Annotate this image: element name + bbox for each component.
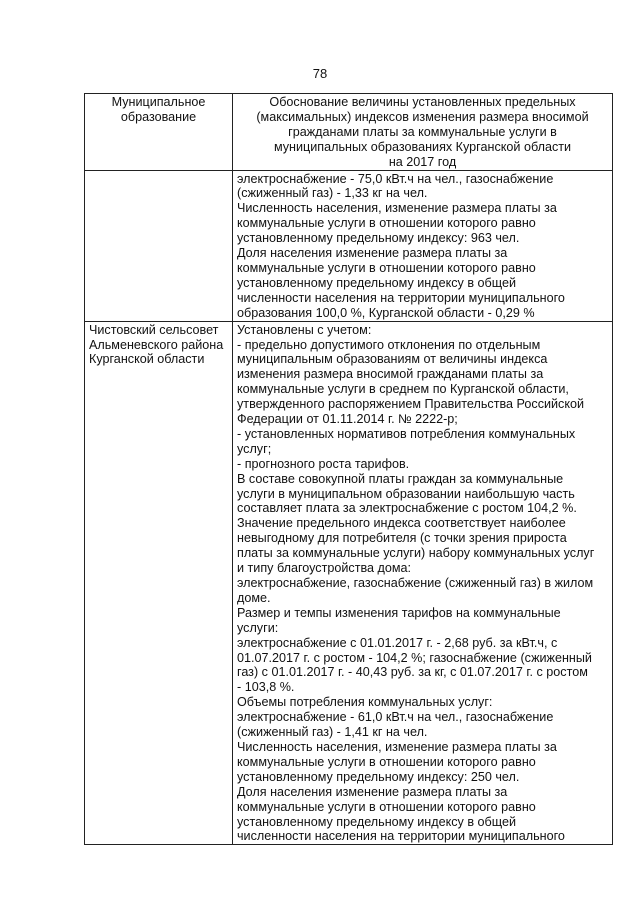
header-municipality-cell	[85, 94, 233, 171]
text-line: - установленных нормативов потребления коммунальных	[237, 426, 576, 441]
text-line: Обоснование величины установленных предельных	[269, 95, 576, 109]
text-line: коммунальные услуги в среднем по Курганской области,	[237, 382, 569, 397]
text-line: Альменевского района	[89, 337, 224, 352]
text-line: Доля населения изменение размера платы за	[237, 246, 508, 261]
table-header-row	[85, 94, 613, 171]
justification-cell	[233, 170, 613, 321]
text-line: на 2017 год	[388, 154, 457, 169]
text-line: В составе совокупной платы граждан за коммунальные	[237, 471, 564, 486]
text-line: и типу благоустройства дома:	[237, 561, 412, 576]
text-line: установленному предельному индексу: 963 чел.	[237, 231, 520, 246]
text-line: коммунальные услуги в отношении которого равно	[237, 260, 536, 275]
text-line: невыгодному для потребителя (с точки зрения прироста	[237, 531, 567, 546]
text-line: Федерации от 01.11.2014 г. № 2222-р;	[237, 412, 458, 427]
municipality-cell	[85, 321, 233, 845]
text-line: электроснабжение - 61,0 кВт.ч на чел., газоснабжение	[237, 710, 554, 725]
text-line: Значение предельного индекса соответствует наиболее	[237, 516, 566, 531]
municipality-name	[89, 323, 228, 368]
text-line: (сжиженный газ) - 1,33 кг на чел.	[237, 186, 428, 201]
text-line: - 103,8 %.	[237, 680, 295, 695]
text-line: численности населения на территории муниципального	[237, 829, 565, 844]
text-line: электроснабжение - 75,0 кВт.ч на чел., газоснабжение	[237, 171, 554, 186]
text-line: (сжиженный газ) - 1,41 кг на чел.	[237, 725, 428, 740]
text-line: 01.07.2017 г. с ростом - 104,2 %; газоснабжение (сжиженный	[237, 650, 592, 665]
text-line: Объемы потребления коммунальных услуг:	[237, 695, 493, 710]
justification-cell	[233, 321, 613, 845]
text-line: изменения размера вносимой гражданами платы за	[237, 367, 544, 382]
text-line: составляет плата за электроснабжение с ростом 104,2 %.	[237, 501, 577, 516]
text-line: коммунальные услуги в отношении которого равно	[237, 754, 536, 769]
text-line: гражданами платы за коммунальные услуги в	[288, 124, 557, 139]
header-justification-cell	[233, 94, 613, 171]
text-line: услуги в муниципальном образовании наибольшую часть	[237, 486, 575, 501]
text-line: Муниципальное	[111, 95, 206, 109]
text-line: - прогнозного роста тарифов.	[237, 456, 410, 471]
text-line: установленному предельному индексу в общей	[237, 814, 517, 829]
text-line: установленному предельному индексу в общей	[237, 275, 517, 290]
text-line: Чистовский сельсовет	[89, 322, 219, 337]
text-line: установленному предельному индексу: 250 чел.	[237, 769, 520, 784]
text-line: услуги:	[237, 620, 279, 635]
header-municipality-text	[89, 95, 228, 125]
text-line: образование	[120, 109, 197, 124]
text-line: муниципальных образованиях Курганской области	[273, 139, 572, 154]
header-justification-text	[237, 95, 608, 170]
municipality-cell-empty	[85, 170, 233, 321]
page-number: 78	[312, 66, 328, 81]
text-line: электроснабжение, газоснабжение (сжиженный газ) в жилом	[237, 576, 594, 590]
text-line: Доля населения изменение размера платы за	[237, 784, 508, 799]
text-line: Курганской области	[89, 352, 205, 367]
text-line: газ) с 01.01.2017 г. - 40,43 руб. за кг, с 01.07.2017 г. с ростом	[237, 665, 588, 680]
text-line: Установлены с учетом:	[237, 322, 372, 337]
justification-text	[237, 172, 608, 321]
text-line: платы за коммунальные услуги) набору коммунальных услуг	[237, 546, 595, 561]
text-line: коммунальные услуги в отношении которого равно	[237, 799, 536, 814]
text-line: численности населения на территории муниципального	[237, 290, 565, 305]
text-line: (максимальных) индексов изменения размера вносимой	[256, 109, 589, 124]
text-line: Численность населения, изменение размера платы за	[237, 739, 557, 754]
text-line: утвержденного распоряжением Правительства Российской	[237, 397, 585, 412]
text-line: Размер и темпы изменения тарифов на коммунальные	[237, 605, 561, 620]
table-row	[85, 321, 613, 845]
text-line: доме.	[237, 590, 271, 605]
text-line: Численность населения, изменение размера платы за	[237, 201, 557, 216]
text-line: коммунальные услуги в отношении которого равно	[237, 216, 536, 231]
justification-table	[84, 93, 613, 845]
text-line: услуг;	[237, 441, 272, 456]
text-line: - предельно допустимого отклонения по отдельным	[237, 337, 541, 352]
text-line: образования 100,0 %, Курганской области - 0,29 %	[237, 305, 535, 320]
text-line: муниципальным образованиям от величины индекса	[237, 352, 548, 367]
justification-text	[237, 323, 608, 845]
text-line: электроснабжение с 01.01.2017 г. - 2,68 руб. за кВт.ч, с	[237, 635, 558, 650]
table-row	[85, 170, 613, 321]
